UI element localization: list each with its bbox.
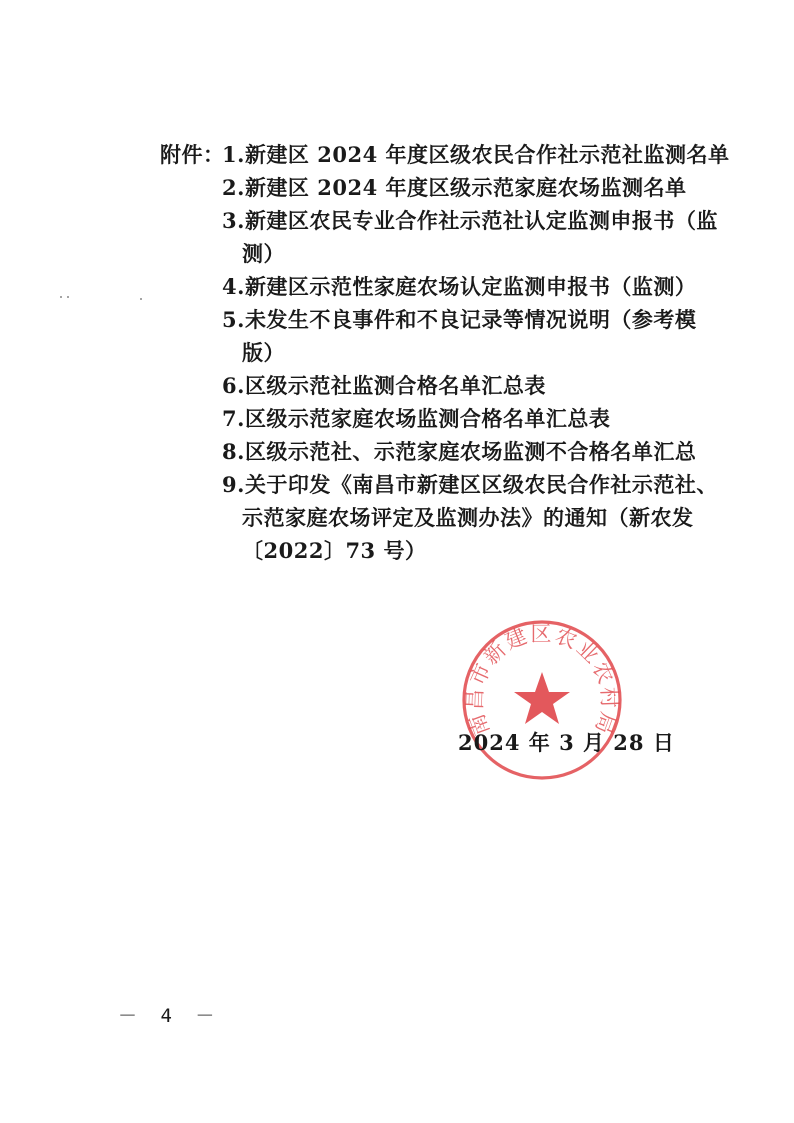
attachment-item-continuation bbox=[160, 237, 720, 270]
attachment-number: 3. bbox=[222, 208, 245, 233]
attachment-number: 1. bbox=[222, 142, 245, 167]
attachment-list bbox=[160, 138, 730, 567]
attachment-item bbox=[160, 303, 720, 336]
attachment-item bbox=[160, 270, 720, 303]
attachment-text: 示范家庭农场评定及监测办法》的通知（新农发 bbox=[242, 505, 694, 530]
attachment-item bbox=[160, 468, 720, 501]
attachment-text: 区级示范社监测合格名单汇总表 bbox=[244, 373, 546, 398]
attachment-item bbox=[160, 369, 720, 402]
attachment-number: 5. bbox=[222, 307, 245, 332]
attachment-number: 6. bbox=[222, 373, 245, 398]
scan-speck bbox=[140, 298, 142, 300]
attachment-number: 4. bbox=[222, 274, 245, 299]
attachment-text: 未发生不良事件和不良记录等情况说明（参考模 bbox=[244, 307, 697, 332]
attachment-item-continuation bbox=[160, 501, 720, 534]
attachment-item bbox=[160, 435, 720, 468]
issue-date: 2024 年 3 月 28 日 bbox=[458, 730, 675, 755]
scan-speck bbox=[60, 296, 62, 298]
attachment-text: 区级示范社、示范家庭农场监测不合格名单汇总 bbox=[244, 439, 697, 464]
attachment-text: 区级示范家庭农场监测合格名单汇总表 bbox=[244, 406, 611, 431]
seal-graphic bbox=[458, 616, 626, 784]
attachment-text: 新建区示范性家庭农场认定监测申报书（监测） bbox=[244, 274, 697, 299]
attachment-number: 2. bbox=[222, 175, 245, 200]
attachment-item-continuation bbox=[160, 336, 720, 369]
attachment-text: 新建区农民专业合作社示范社认定监测申报书（监 bbox=[244, 208, 718, 233]
page-number: － 4 － bbox=[118, 1005, 221, 1027]
official-seal bbox=[458, 616, 626, 784]
attachment-text: 〔2022〕73 号） bbox=[242, 538, 427, 563]
seal-text: 南昌市新建区农业农村局 bbox=[462, 621, 622, 739]
attachment-number: 9. bbox=[222, 472, 245, 497]
attachment-text: 关于印发《南昌市新建区区级农民合作社示范社、 bbox=[244, 472, 718, 497]
attachment-number: 8. bbox=[222, 439, 245, 464]
attachment-text: 新建区 2024 年度区级示范家庭农场监测名单 bbox=[244, 175, 687, 200]
attachment-item bbox=[160, 204, 720, 237]
attachment-item-continuation bbox=[160, 534, 720, 567]
attachment-item bbox=[160, 402, 720, 435]
attachment-number: 7. bbox=[222, 406, 245, 431]
attachment-text: 新建区 2024 年度区级农民合作社示范社监测名单 bbox=[244, 142, 730, 167]
attachment-text: 测） bbox=[242, 241, 285, 266]
attachment-text: 版） bbox=[242, 340, 285, 365]
seal-star-icon bbox=[514, 672, 570, 724]
attachment-item bbox=[160, 171, 720, 204]
attachment-label: 附件： bbox=[160, 142, 225, 167]
scan-speck bbox=[67, 296, 69, 298]
attachment-item bbox=[160, 138, 730, 171]
